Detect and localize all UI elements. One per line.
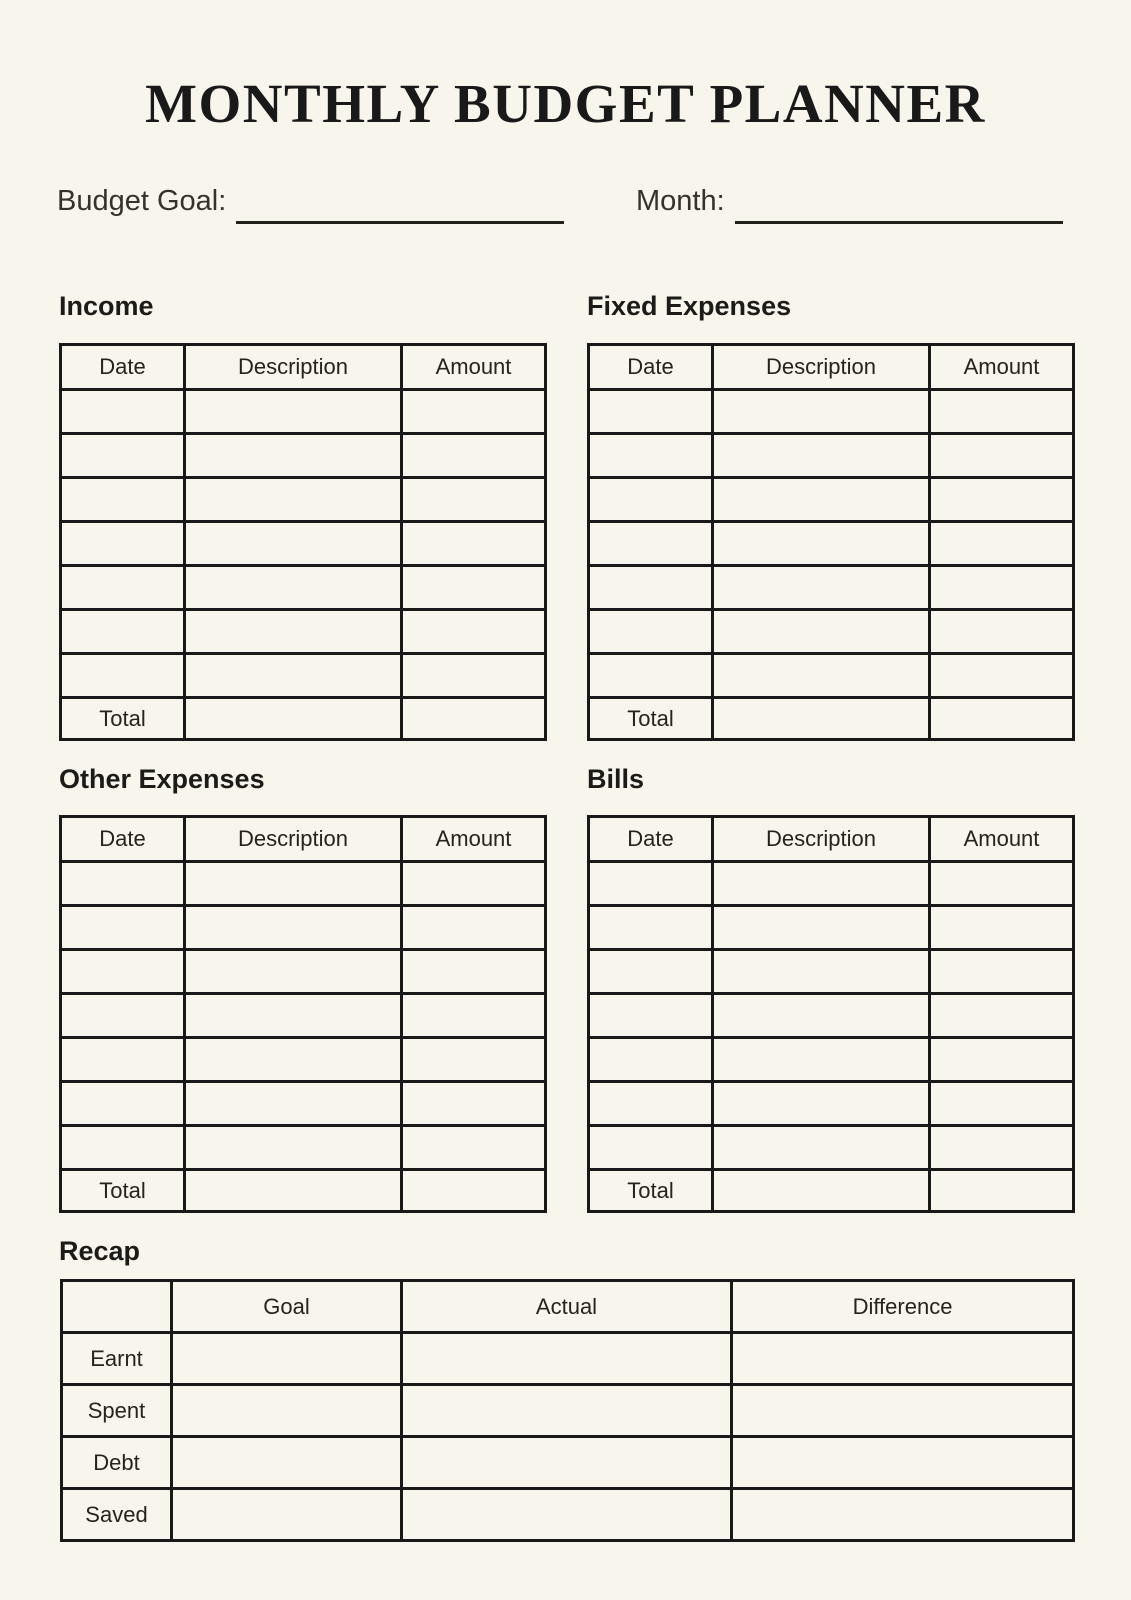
- table-row: [61, 994, 546, 1038]
- description-cell[interactable]: [713, 654, 930, 698]
- description-cell[interactable]: [713, 862, 930, 906]
- section-title-recap: Recap: [59, 1236, 141, 1266]
- table-row: [61, 950, 546, 994]
- recap-difference-cell[interactable]: [732, 1333, 1074, 1385]
- total-description-cell[interactable]: [713, 1170, 930, 1212]
- column-header-description: Description: [185, 345, 402, 390]
- fixed-expenses-total-row: [589, 698, 1074, 740]
- date-cell[interactable]: [589, 1126, 713, 1170]
- date-cell[interactable]: [61, 654, 185, 698]
- income-total-row: [61, 698, 546, 740]
- description-cell[interactable]: [713, 950, 930, 994]
- amount-cell[interactable]: [930, 862, 1074, 906]
- date-cell[interactable]: [589, 478, 713, 522]
- table-row: [589, 862, 1074, 906]
- table-row: [589, 1038, 1074, 1082]
- table-row: [61, 654, 546, 698]
- table-row: [589, 1082, 1074, 1126]
- column-header-amount: Amount: [930, 817, 1074, 862]
- date-cell[interactable]: [61, 1038, 185, 1082]
- total-description-cell[interactable]: [185, 1170, 402, 1212]
- amount-cell[interactable]: [402, 654, 546, 698]
- description-cell[interactable]: [185, 906, 402, 950]
- column-header-description: Description: [713, 817, 930, 862]
- date-cell[interactable]: [61, 610, 185, 654]
- amount-cell[interactable]: [402, 1126, 546, 1170]
- description-cell[interactable]: [185, 522, 402, 566]
- fixed-expenses-table: [587, 343, 1075, 741]
- recap-actual-cell[interactable]: [402, 1333, 732, 1385]
- month-field: [636, 182, 1063, 224]
- description-cell[interactable]: [713, 522, 930, 566]
- page-title: MONTHLY BUDGET PLANNER: [145, 73, 986, 134]
- date-cell[interactable]: [61, 434, 185, 478]
- description-cell[interactable]: [713, 390, 930, 434]
- amount-cell[interactable]: [402, 522, 546, 566]
- amount-cell[interactable]: [402, 1038, 546, 1082]
- table-row: [61, 566, 546, 610]
- amount-cell[interactable]: [930, 906, 1074, 950]
- amount-cell[interactable]: [402, 478, 546, 522]
- recap-goal-cell[interactable]: [172, 1489, 402, 1541]
- date-cell[interactable]: [61, 1126, 185, 1170]
- amount-cell[interactable]: [402, 906, 546, 950]
- table-row: [61, 1082, 546, 1126]
- amount-cell[interactable]: [402, 566, 546, 610]
- table-row: [61, 862, 546, 906]
- date-cell[interactable]: [589, 654, 713, 698]
- section-title-income: Income: [59, 291, 154, 321]
- budget-goal-line[interactable]: [236, 184, 564, 224]
- table-row: [61, 906, 546, 950]
- amount-cell[interactable]: [402, 1082, 546, 1126]
- recap-row-label: Spent: [62, 1385, 172, 1437]
- date-cell[interactable]: [61, 994, 185, 1038]
- amount-cell[interactable]: [402, 862, 546, 906]
- table-row: [61, 1038, 546, 1082]
- total-amount-cell[interactable]: [930, 698, 1074, 740]
- amount-cell[interactable]: [402, 434, 546, 478]
- total-label-cell: Total: [589, 698, 713, 740]
- description-cell[interactable]: [185, 950, 402, 994]
- description-cell[interactable]: [185, 434, 402, 478]
- description-cell[interactable]: [713, 1038, 930, 1082]
- amount-cell[interactable]: [930, 390, 1074, 434]
- month-label: Month:: [636, 185, 725, 217]
- recap-goal-cell[interactable]: [172, 1385, 402, 1437]
- recap-header-row: [62, 1281, 1074, 1333]
- table-row: [589, 906, 1074, 950]
- amount-cell[interactable]: [930, 566, 1074, 610]
- description-cell[interactable]: [185, 862, 402, 906]
- date-cell[interactable]: [589, 1082, 713, 1126]
- recap-table: [60, 1279, 1075, 1542]
- total-amount-cell[interactable]: [402, 698, 546, 740]
- section-title-bills: Bills: [587, 764, 645, 794]
- column-header-amount: Amount: [402, 345, 546, 390]
- amount-cell[interactable]: [402, 610, 546, 654]
- month-line[interactable]: [735, 184, 1063, 224]
- date-cell[interactable]: [589, 862, 713, 906]
- table-row: [589, 1126, 1074, 1170]
- table-row: [589, 950, 1074, 994]
- date-cell[interactable]: [589, 906, 713, 950]
- column-header-description: Description: [713, 345, 930, 390]
- income-header-row: [61, 345, 546, 390]
- table-row: [589, 654, 1074, 698]
- table-row: [589, 610, 1074, 654]
- fixed-expenses-header-row: [589, 345, 1074, 390]
- amount-cell[interactable]: [930, 1126, 1074, 1170]
- recap-row-label: Earnt: [62, 1333, 172, 1385]
- table-row: [589, 390, 1074, 434]
- date-cell[interactable]: [61, 1082, 185, 1126]
- total-label-cell: Total: [61, 698, 185, 740]
- description-cell[interactable]: [185, 566, 402, 610]
- table-row: [61, 478, 546, 522]
- date-cell[interactable]: [589, 434, 713, 478]
- date-cell[interactable]: [61, 906, 185, 950]
- date-cell[interactable]: [589, 390, 713, 434]
- column-header-date: Date: [61, 345, 185, 390]
- table-row: [61, 610, 546, 654]
- date-cell[interactable]: [589, 950, 713, 994]
- recap-goal-cell[interactable]: [172, 1333, 402, 1385]
- recap-row-saved: [62, 1489, 1074, 1541]
- recap-difference-cell[interactable]: [732, 1489, 1074, 1541]
- column-header-date: Date: [589, 345, 713, 390]
- column-header-description: Description: [185, 817, 402, 862]
- description-cell[interactable]: [185, 390, 402, 434]
- description-cell[interactable]: [185, 1082, 402, 1126]
- bills-header-row: [589, 817, 1074, 862]
- amount-cell[interactable]: [930, 994, 1074, 1038]
- recap-column-goal: Goal: [172, 1281, 402, 1333]
- other-expenses-total-row: [61, 1170, 546, 1212]
- total-amount-cell[interactable]: [402, 1170, 546, 1212]
- description-cell[interactable]: [713, 1126, 930, 1170]
- description-cell[interactable]: [713, 906, 930, 950]
- table-row: [61, 522, 546, 566]
- table-row: [589, 994, 1074, 1038]
- recap-row-debt: [62, 1437, 1074, 1489]
- date-cell[interactable]: [589, 566, 713, 610]
- amount-cell[interactable]: [930, 522, 1074, 566]
- amount-cell[interactable]: [930, 610, 1074, 654]
- table-row: [589, 522, 1074, 566]
- bills-total-row: [589, 1170, 1074, 1212]
- recap-row-label: Saved: [62, 1489, 172, 1541]
- recap-row-earnt: [62, 1333, 1074, 1385]
- section-title-other-expenses: Other Expenses: [59, 764, 265, 794]
- description-cell[interactable]: [713, 1082, 930, 1126]
- column-header-amount: Amount: [402, 817, 546, 862]
- date-cell[interactable]: [61, 390, 185, 434]
- table-row: [61, 1126, 546, 1170]
- date-cell[interactable]: [589, 610, 713, 654]
- date-cell[interactable]: [61, 950, 185, 994]
- date-cell[interactable]: [61, 862, 185, 906]
- description-cell[interactable]: [185, 478, 402, 522]
- recap-column-difference: Difference: [732, 1281, 1074, 1333]
- description-cell[interactable]: [713, 434, 930, 478]
- amount-cell[interactable]: [930, 1038, 1074, 1082]
- description-cell[interactable]: [713, 478, 930, 522]
- table-row: [61, 434, 546, 478]
- column-header-date: Date: [589, 817, 713, 862]
- description-cell[interactable]: [185, 1038, 402, 1082]
- amount-cell[interactable]: [402, 994, 546, 1038]
- amount-cell[interactable]: [930, 478, 1074, 522]
- income-table: [59, 343, 547, 741]
- recap-corner-cell: [62, 1281, 172, 1333]
- date-cell[interactable]: [589, 1038, 713, 1082]
- date-cell[interactable]: [61, 522, 185, 566]
- description-cell[interactable]: [185, 1126, 402, 1170]
- recap-row-spent: [62, 1385, 1074, 1437]
- date-cell[interactable]: [61, 566, 185, 610]
- section-title-fixed-expenses: Fixed Expenses: [587, 291, 792, 321]
- other-expenses-header-row: [61, 817, 546, 862]
- budget-goal-field: [57, 182, 564, 224]
- description-cell[interactable]: [185, 994, 402, 1038]
- budget-goal-label: Budget Goal:: [57, 185, 227, 217]
- total-description-cell[interactable]: [713, 698, 930, 740]
- description-cell[interactable]: [185, 654, 402, 698]
- column-header-date: Date: [61, 817, 185, 862]
- date-cell[interactable]: [61, 478, 185, 522]
- total-amount-cell[interactable]: [930, 1170, 1074, 1212]
- date-cell[interactable]: [589, 994, 713, 1038]
- table-row: [589, 434, 1074, 478]
- recap-actual-cell[interactable]: [402, 1437, 732, 1489]
- description-cell[interactable]: [713, 566, 930, 610]
- recap-difference-cell[interactable]: [732, 1437, 1074, 1489]
- amount-cell[interactable]: [930, 654, 1074, 698]
- total-label-cell: Total: [61, 1170, 185, 1212]
- amount-cell[interactable]: [930, 434, 1074, 478]
- description-cell[interactable]: [185, 610, 402, 654]
- description-cell[interactable]: [713, 994, 930, 1038]
- date-cell[interactable]: [589, 522, 713, 566]
- total-description-cell[interactable]: [185, 698, 402, 740]
- description-cell[interactable]: [713, 610, 930, 654]
- recap-actual-cell[interactable]: [402, 1385, 732, 1437]
- amount-cell[interactable]: [930, 1082, 1074, 1126]
- amount-cell[interactable]: [402, 390, 546, 434]
- other-expenses-table: [59, 815, 547, 1213]
- recap-goal-cell[interactable]: [172, 1437, 402, 1489]
- table-row: [61, 390, 546, 434]
- amount-cell[interactable]: [930, 950, 1074, 994]
- amount-cell[interactable]: [402, 950, 546, 994]
- recap-row-label: Debt: [62, 1437, 172, 1489]
- recap-column-actual: Actual: [402, 1281, 732, 1333]
- recap-difference-cell[interactable]: [732, 1385, 1074, 1437]
- table-row: [589, 478, 1074, 522]
- recap-actual-cell[interactable]: [402, 1489, 732, 1541]
- total-label-cell: Total: [589, 1170, 713, 1212]
- bills-table: [587, 815, 1075, 1213]
- table-row: [589, 566, 1074, 610]
- column-header-amount: Amount: [930, 345, 1074, 390]
